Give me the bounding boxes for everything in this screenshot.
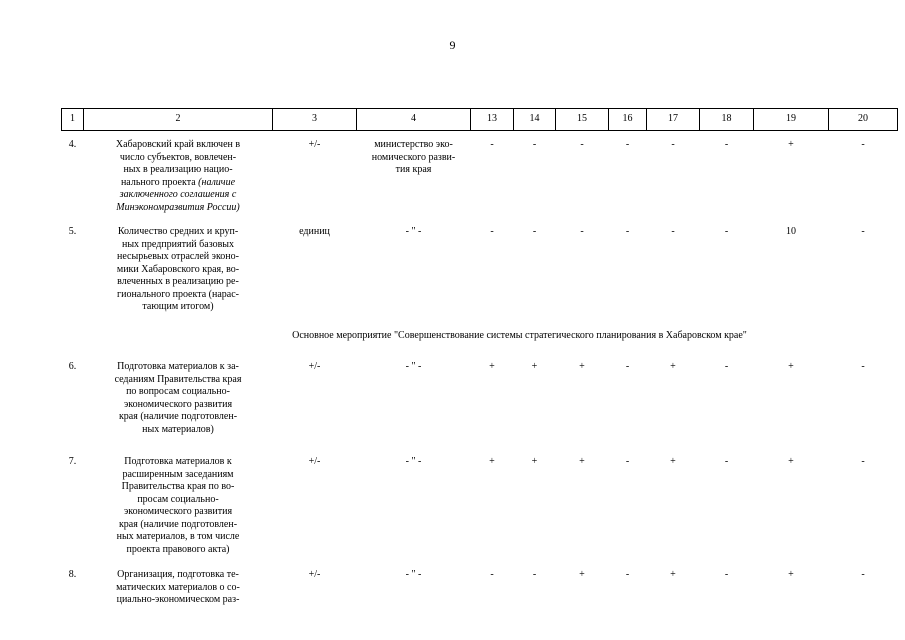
name-line: гионального проекта (нарас-	[117, 288, 239, 300]
name-line: проекта правового акта)	[126, 543, 230, 555]
value-cell: -	[625, 569, 630, 580]
value-cell: -	[861, 569, 865, 580]
indicator-name	[84, 214, 273, 321]
header-cell: 1	[62, 109, 84, 131]
value-cell: +	[788, 569, 794, 580]
unit-cell: единиц	[299, 226, 330, 237]
unit-cell: +/-	[308, 139, 321, 150]
name-line: экономического развития	[123, 398, 233, 410]
name-line: Подготовка материалов к	[124, 456, 232, 467]
name-line: мики Хабаровского края, во-	[116, 263, 240, 275]
value-cell: -	[861, 226, 865, 237]
value-cell: +	[670, 569, 676, 580]
responsible-cell: - " -	[405, 456, 422, 467]
name-line: седаниям Правительства края	[114, 373, 242, 385]
responsible-cell: - " -	[405, 569, 422, 580]
table-row	[62, 214, 898, 321]
table-row	[62, 446, 898, 561]
value-cell: -	[861, 456, 865, 467]
value-cell: -	[532, 569, 537, 580]
name-line: ных материалов, в том числе	[116, 531, 240, 542]
name-line: края (наличие подготовлен-	[118, 518, 238, 530]
header-row	[62, 109, 898, 131]
value-cell: -	[625, 139, 630, 150]
value-cell: +	[579, 361, 585, 372]
value-cell: -	[490, 139, 494, 150]
row-number: 5.	[68, 226, 77, 237]
indicator-name	[84, 446, 273, 561]
name-line: по вопросам социально-	[126, 386, 230, 397]
value-cell: +	[531, 361, 538, 372]
header-cell: 19	[754, 109, 829, 131]
value-cell: +	[670, 456, 676, 467]
value-cell: -	[532, 139, 537, 150]
row-number: 4.	[68, 139, 77, 150]
row-number: 7.	[68, 456, 77, 467]
name-text: нального проекта	[120, 176, 196, 188]
value-cell: +	[489, 361, 495, 372]
name-line: число субъектов, вовлечен-	[119, 151, 237, 163]
unit-cell: +/-	[308, 456, 321, 467]
value-cell: +	[579, 569, 585, 580]
section-row	[62, 321, 898, 351]
responsible-cell	[357, 131, 471, 215]
value-cell: -	[861, 139, 865, 150]
value-cell: +	[531, 456, 538, 467]
name-note: (наличие	[198, 176, 236, 188]
value-cell: -	[861, 361, 865, 372]
name-line: ных в реализацию нацио-	[123, 164, 233, 175]
value-cell: -	[671, 139, 675, 150]
name-line: матических материалов о со-	[116, 581, 240, 593]
name-line: влеченных в реализацию ре-	[117, 276, 239, 287]
value-cell: 10	[786, 226, 796, 237]
responsible-cell: - " -	[405, 226, 422, 237]
header-cell: 4	[357, 109, 471, 131]
name-line: расширенным заседаниям	[122, 468, 234, 480]
unit-cell: +/-	[308, 361, 321, 372]
indicator-name	[84, 131, 273, 215]
value-cell: +	[788, 456, 794, 467]
indicators-table	[61, 108, 898, 619]
row-number: 8.	[68, 569, 77, 580]
dept-line: номического разви-	[371, 151, 456, 163]
header-cell: 2	[84, 109, 273, 131]
name-line: Хабаровский край включен в	[115, 139, 241, 150]
value-cell: -	[625, 456, 630, 467]
section-title: Основное мероприятие "Совершенствование системы стратегического планирования в Хабаровском крае"	[292, 329, 747, 341]
name-line: тающим итогом)	[142, 301, 214, 312]
name-note-line: заключенного соглашения с	[119, 189, 237, 200]
unit-cell: +/-	[308, 569, 321, 580]
value-cell: +	[788, 361, 794, 372]
value-cell: -	[580, 139, 584, 150]
value-cell: -	[724, 226, 729, 237]
name-line: ных предприятий базовых	[121, 238, 235, 250]
table-row	[62, 351, 898, 446]
value-cell: +	[670, 361, 676, 372]
indicator-name	[84, 561, 273, 619]
header-cell: 3	[273, 109, 357, 131]
name-line	[84, 177, 273, 190]
value-cell: +	[579, 456, 585, 467]
name-note-line: Минэкономразвития России)	[116, 201, 240, 213]
header-cell: 14	[514, 109, 556, 131]
header-cell: 16	[609, 109, 647, 131]
dept-line: министерство эко-	[374, 139, 453, 150]
header-cell: 20	[829, 109, 898, 131]
value-cell: -	[724, 139, 729, 150]
page-number: 9	[449, 38, 456, 52]
name-line: края (наличие подготовлен-	[118, 411, 238, 422]
header-cell: 17	[647, 109, 700, 131]
table-row	[62, 561, 898, 619]
name-line: циально-экономическом раз-	[116, 594, 240, 605]
dept-line: тия края	[395, 164, 432, 175]
name-line: Количество средних и круп-	[117, 226, 239, 237]
value-cell: -	[724, 361, 729, 372]
value-cell: -	[625, 226, 630, 237]
header-cell: 13	[471, 109, 514, 131]
value-cell: -	[490, 569, 494, 580]
row-number: 6.	[68, 361, 77, 372]
name-line: просам социально-	[137, 493, 219, 505]
name-line: Организация, подготовка те-	[117, 569, 239, 580]
header-cell: 18	[700, 109, 754, 131]
value-cell: -	[724, 456, 729, 467]
name-line: Правительства края по во-	[121, 481, 235, 492]
header-cell: 15	[556, 109, 609, 131]
value-cell: -	[625, 361, 630, 372]
value-cell: -	[724, 569, 729, 580]
value-cell: -	[490, 226, 494, 237]
responsible-cell: - " -	[405, 361, 422, 372]
table-row	[62, 131, 898, 215]
name-line: несырьевых отраслей эконо-	[117, 251, 239, 262]
value-cell: -	[671, 226, 675, 237]
value-cell: -	[532, 226, 537, 237]
name-line: ных материалов)	[142, 423, 214, 435]
indicator-name	[84, 351, 273, 446]
value-cell: +	[788, 139, 794, 150]
name-line: Подготовка материалов к за-	[117, 361, 239, 372]
value-cell: +	[489, 456, 495, 467]
name-line: экономического развития	[123, 506, 233, 517]
value-cell: -	[580, 226, 584, 237]
section-heading	[62, 321, 898, 351]
